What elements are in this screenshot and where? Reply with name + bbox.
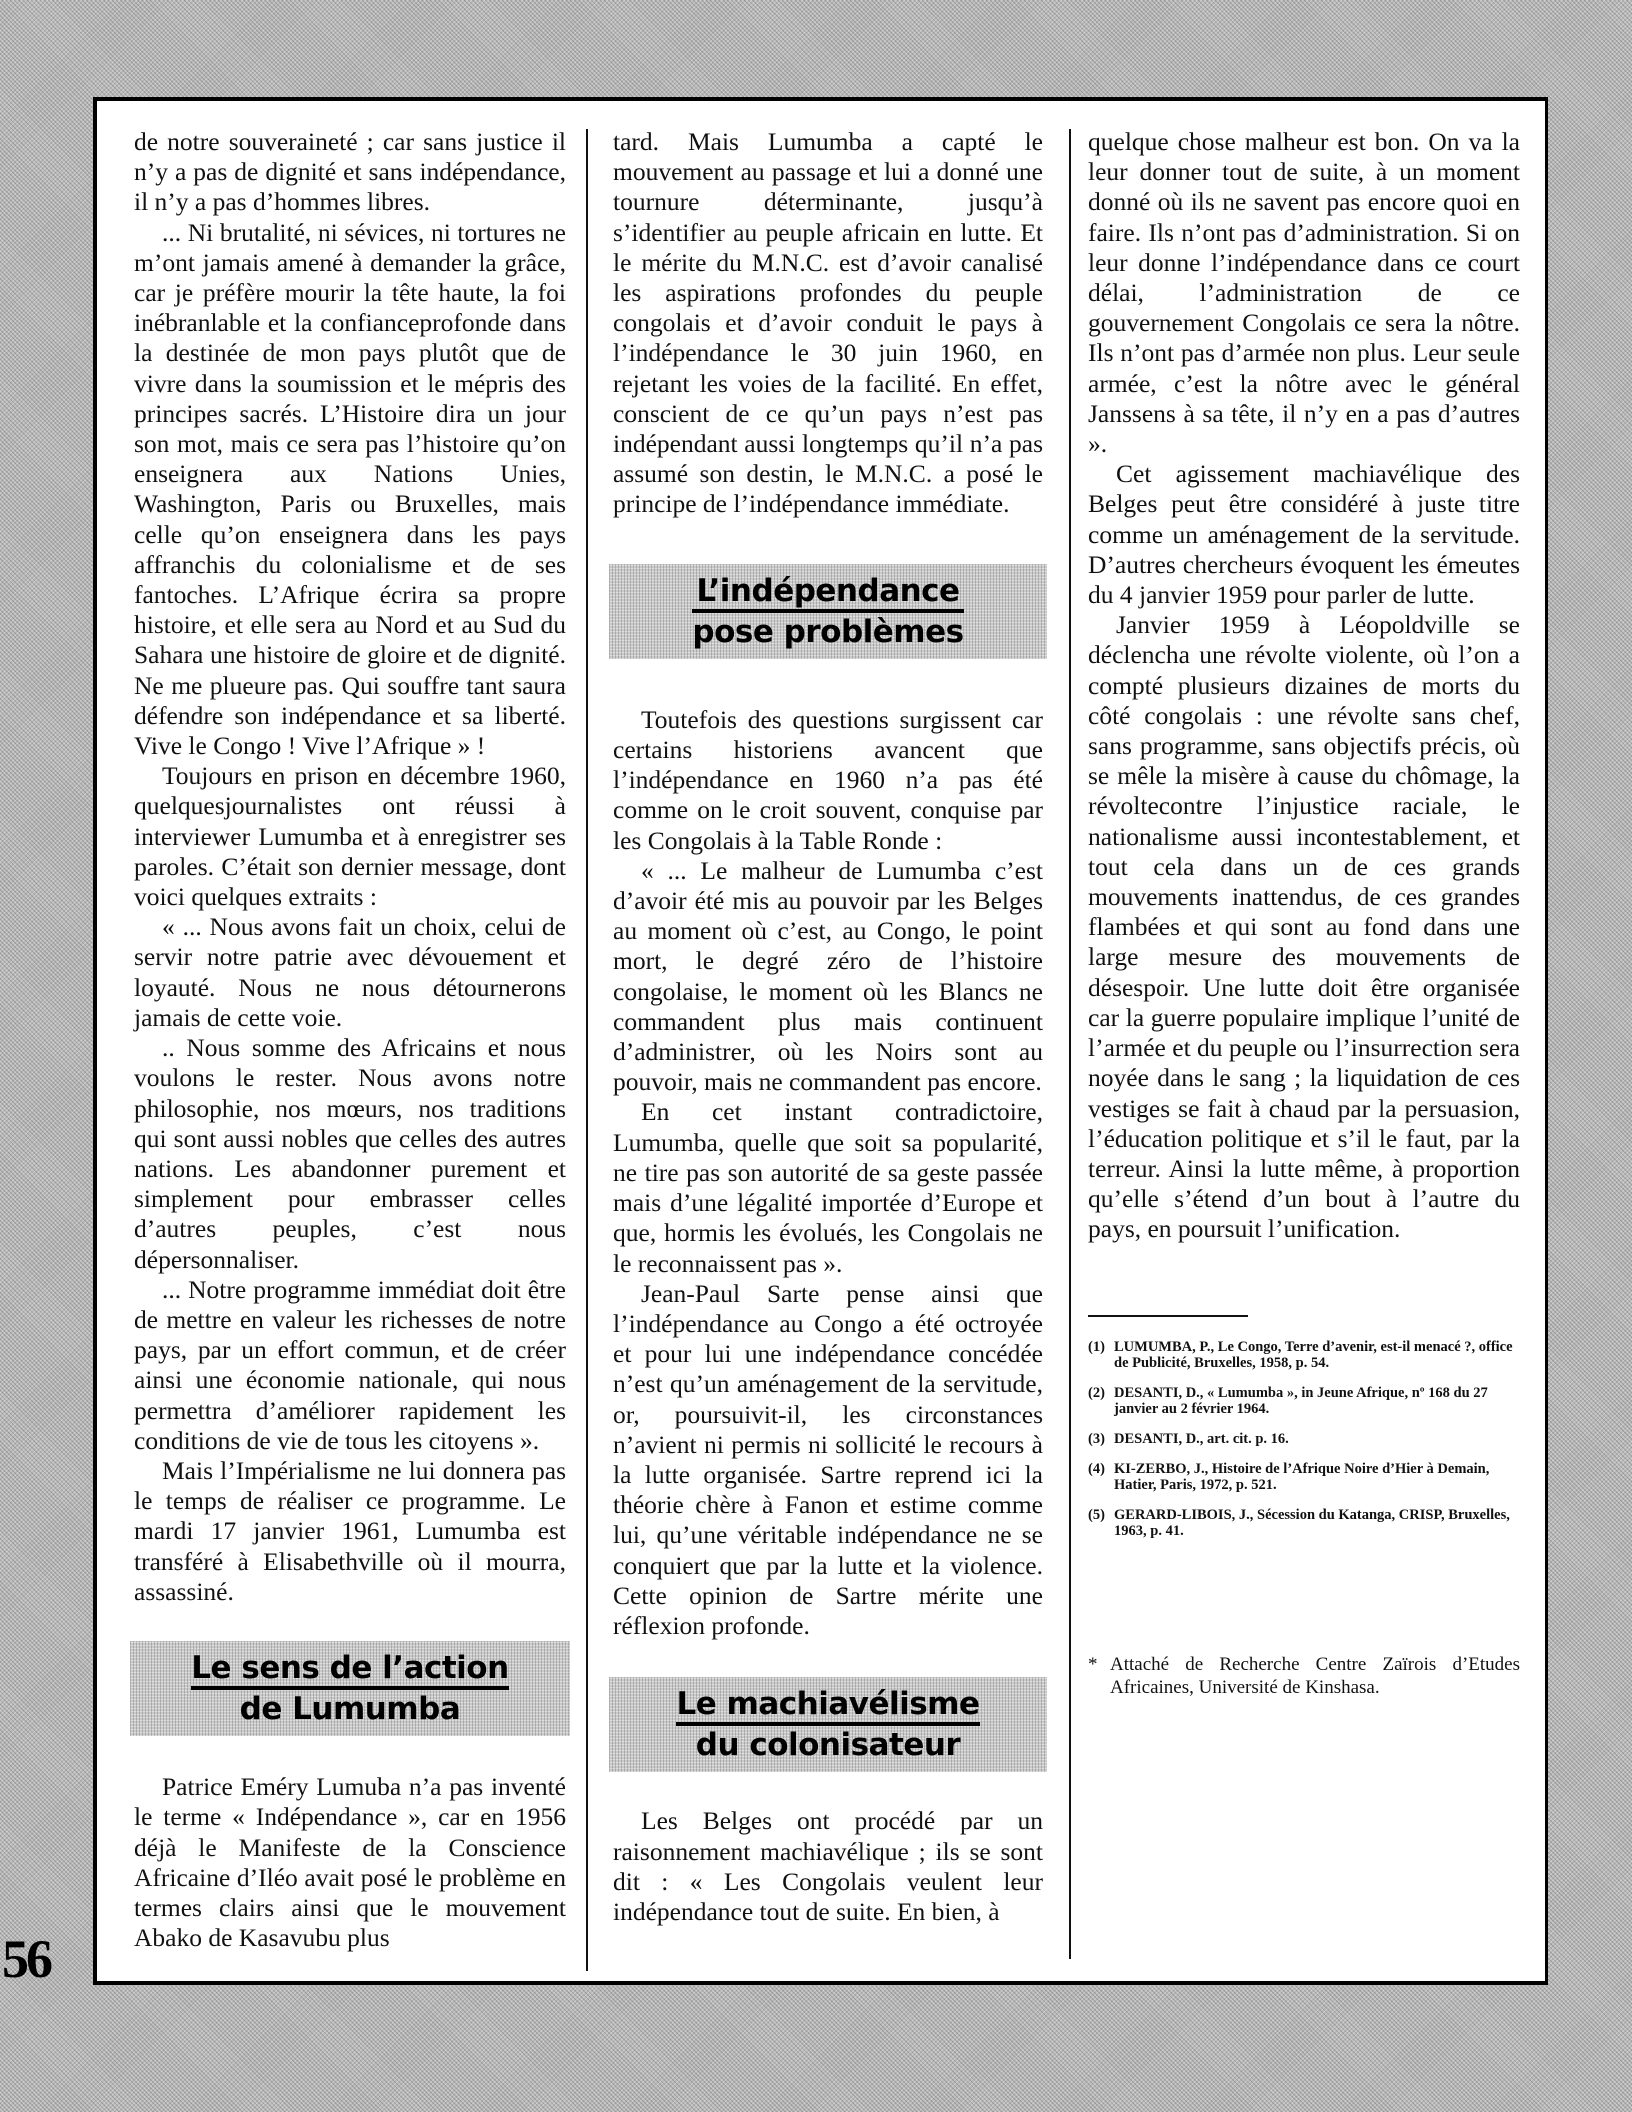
- footnote-text: DESANTI, D., art. cit. p. 16.: [1114, 1430, 1289, 1447]
- paragraph: Toutefois des questions surgissent car certains historiens avancent que l’indépendance en 1960 n’a pas été comme on le croit souvent, conquise par les Congolais à la Table Ronde :: [613, 704, 1043, 855]
- paragraph: En cet instant contradictoire, Lumumba, quelle que soit sa popularité, ne tire pas son autorité de sa geste passée mais d’une légalité importée d’Europe et que, hormis les évolués, les Congolais ne le reconnaissent pas ».: [613, 1097, 1043, 1278]
- column-divider: [586, 129, 588, 1971]
- paragraph: quelque chose malheur est bon. On va la leur donner tout de suite, à un moment donné où ils ne savent pas encore quoi en faire. Ils n’ont pas d’administration. Si on leur donne l’indépendance dans ce court délai, l’administration de ce gouvernement Congolais ce sera la nôtre. Ils n’ont pas d’armée non plus. Leur seule armée, c’est la nôtre avec le général Janssens à sa tête, il n’y en a pas d’autres ».: [1088, 127, 1520, 459]
- footnote-text: DESANTI, D., « Lumumba », in Jeune Afrique, nº 168 du 27 janvier au 2 février 1964.: [1114, 1384, 1488, 1417]
- footnote: [1088, 1339, 1520, 1371]
- footnote-number: (3): [1088, 1430, 1105, 1447]
- asterisk-marker: *: [1088, 1653, 1098, 1675]
- paragraph: Jean-Paul Sarte pense ainsi que l’indépendance au Congo a été octroyée et pour lui une indépendance concédée n’est qu’un aménagement de la servitude, or, poursuivit-il, les circonstances n’avient ni permis ni sollicité le recours à la lutte organisée. Sartre reprend ici la théorie chère à Fanon et estime comme lui, qu’une véritable indépendance ne se conquiert que par la lutte et la violence. Cette opinion de Sartre mérite une réflexion profonde.: [613, 1278, 1043, 1640]
- paragraph: « ... Le malheur de Lumumba c’est d’avoir été mis au pouvoir par les Belges au moment où c’est, au Congo, le point mort, le degré zéro de l’histoire congolaise, le moment où les Blancs ne commandent plus mais continuent d’administrer, où les Noirs sont au pouvoir, mais ne commandent pas encore.: [613, 855, 1043, 1097]
- footnote-number: (4): [1088, 1460, 1105, 1477]
- footnote-number: (2): [1088, 1384, 1105, 1401]
- section-heading-line1: Le sens de l’action: [191, 1651, 508, 1690]
- paragraph: Patrice Eméry Lumuba n’a pas inventé le terme « Indépendance », car en 1956 déjà le Manifeste de la Conscience Africaine d’Iléo avait posé le problème en termes clairs ainsi que le mouvement Abako de Kasavubu plus: [134, 1772, 566, 1953]
- author-note-text: Attaché de Recherche Centre Zaïrois d’Etudes Africaines, Université de Kinshasa.: [1110, 1653, 1520, 1698]
- paragraph: Cet agissement machiavélique des Belges peut être considéré à juste titre comme un aménagement de la servitude. D’autres chercheurs évoquent les émeutes du 4 janvier 1959 pour parler de lutte.: [1088, 459, 1520, 610]
- article-frame: [93, 97, 1548, 1985]
- paragraph: .. Nous somme des Africains et nous voulons le rester. Nous avons notre philosophie, nos mœurs, nos traditions qui sont aussi nobles que celles des autres nations. Les abandonner purement et simplement pour embrasser celles d’autres peuples, c’est nous dépersonnaliser.: [134, 1033, 566, 1274]
- column-right: [1088, 127, 1520, 1699]
- paragraph: « ... Nous avons fait un choix, celui de servir notre patrie avec dévouement et loyauté. Nous ne nous détournerons jamais de cette voie.: [134, 912, 566, 1032]
- column-middle: [613, 127, 1043, 1927]
- section-heading-box: [609, 1677, 1047, 1772]
- footnote-text: KI-ZERBO, J., Histoire de l’Afrique Noire d’Hier à Demain, Hatier, Paris, 1972, p. 521.: [1114, 1460, 1490, 1493]
- section-heading-line2: pose problèmes: [692, 613, 964, 650]
- section-heading-line1: L’indépendance: [692, 574, 963, 613]
- column-left: [134, 127, 566, 1953]
- section-heading-box: [609, 564, 1047, 659]
- paragraph: de notre souveraineté ; car sans justice il n’y a pas de dignité et sans indépendance, il n’y a pas d’hommes libres.: [134, 127, 566, 217]
- section-heading: [676, 1687, 979, 1762]
- section-heading: [692, 574, 963, 649]
- footnote-text: LUMUMBA, P., Le Congo, Terre d’avenir, est-il menacé ?, office de Publicité, Bruxelles, 1958, p. 54.: [1114, 1338, 1513, 1371]
- footnote-rule: [1088, 1315, 1248, 1317]
- footnote: [1088, 1385, 1520, 1417]
- paragraph: Toujours en prison en décembre 1960, quelquesjournalistes ont réussi à interviewer Lumumba et à enregistrer ses paroles. C’était son dernier message, dont voici quelques extraits :: [134, 761, 566, 912]
- footnote: [1088, 1431, 1520, 1447]
- author-note: [1088, 1653, 1520, 1699]
- section-heading-line1: Le machiavélisme: [676, 1687, 979, 1726]
- footnote-number: (5): [1088, 1506, 1105, 1523]
- section-heading-line2: du colonisateur: [695, 1727, 961, 1764]
- section-heading: [191, 1651, 508, 1726]
- footnote-text: GERARD-LIBOIS, J., Sécession du Katanga, CRISP, Bruxelles, 1963, p. 41.: [1114, 1506, 1510, 1539]
- footnotes: [1088, 1339, 1520, 1539]
- footnote: [1088, 1461, 1520, 1493]
- paragraph: Les Belges ont procédé par un raisonnement machiavélique ; ils se sont dit : « Les Congolais veulent leur indépendance tout de suite. En bien, à: [613, 1806, 1043, 1926]
- column-divider: [1069, 129, 1071, 1959]
- paragraph: Janvier 1959 à Léopoldville se déclencha une révolte violente, où l’on a compté plusieurs dizaines de morts du côté congolais : une révolte sans chef, sans programme, sans objectifs précis, où se mêle la misère à cause du chômage, la révoltecontre l’injustice raciale, le nationalisme aussi incontestablement, et tout cela dans un de ces grands mouvements inattendus, de ces grandes flambées et qui sont au fond dans une large mesure des mouvements de désespoir. Une lutte doit être organisée car la guerre populaire implique l’unité de l’armée et du peuple ou l’insurrection sera noyée dans le sang ; la liquidation de ces vestiges se fait à chaud par la persuasion, l’éducation politique et s’il le faut, par la terreur. Ainsi la lutte même, à proportion qu’elle s’étend d’un bout à l’autre du pays, en poursuit l’unification.: [1088, 610, 1520, 1244]
- section-heading-box: [130, 1641, 570, 1736]
- section-heading-line2: de Lumumba: [239, 1690, 461, 1727]
- paragraph: ... Notre programme immédiat doit être de mettre en valeur les richesses de notre pays, par un effort commun, et de créer ainsi une économie nationale, qui nous permettra d’améliorer rapidement les conditions de vie de tous les citoyens ».: [134, 1274, 566, 1455]
- footnote-number: (1): [1088, 1338, 1105, 1355]
- paragraph: Mais l’Impérialisme ne lui donnera pas le temps de réaliser ce programme. Le mardi 17 janvier 1961, Lumumba est transféré à Elisabethville où il mourra, assassiné.: [134, 1455, 566, 1606]
- page-number: 56: [2, 1929, 50, 1989]
- paragraph: ... Ni brutalité, ni sévices, ni tortures ne m’ont jamais amené à demander la grâce, car je préfère mourir la tête haute, la foi inébranlable et la confianceprofonde dans la destinée de mon pays plutôt que de vivre dans la soumission et le mépris des principes sacrés. L’Histoire dira un jour son mot, mais ce sera pas l’histoire qu’on enseignera aux Nations Unies, Washington, Paris ou Bruxelles, mais celle qu’on enseignera dans les pays affranchis du colonialisme et de ses fantoches. L’Afrique écrira sa propre histoire, et elle sera au Nord et au Sud du Sahara une histoire de gloire et de dignité. Ne me plueure pas. Qui souffre tant saura défendre son indépendance et sa liberté. Vive le Congo ! Vive l’Afrique » !: [134, 217, 566, 761]
- paragraph: tard. Mais Lumumba a capté le mouvement au passage et lui a donné une tournure déterminante, jusqu’à s’identifier au peuple africain en lutte. Et le mérite du M.N.C. est d’avoir canalisé les aspirations profondes du peuple congolais et d’avoir conduit le pays à l’indépendance le 30 juin 1960, en rejetant les voies de la facilité. En effet, conscient de ce qu’un pays n’est pas indépendant aussi longtemps qu’il n’a pas assumé son destin, le M.N.C. a posé le principe de l’indépendance immédiate.: [613, 127, 1043, 519]
- footnote: [1088, 1507, 1520, 1539]
